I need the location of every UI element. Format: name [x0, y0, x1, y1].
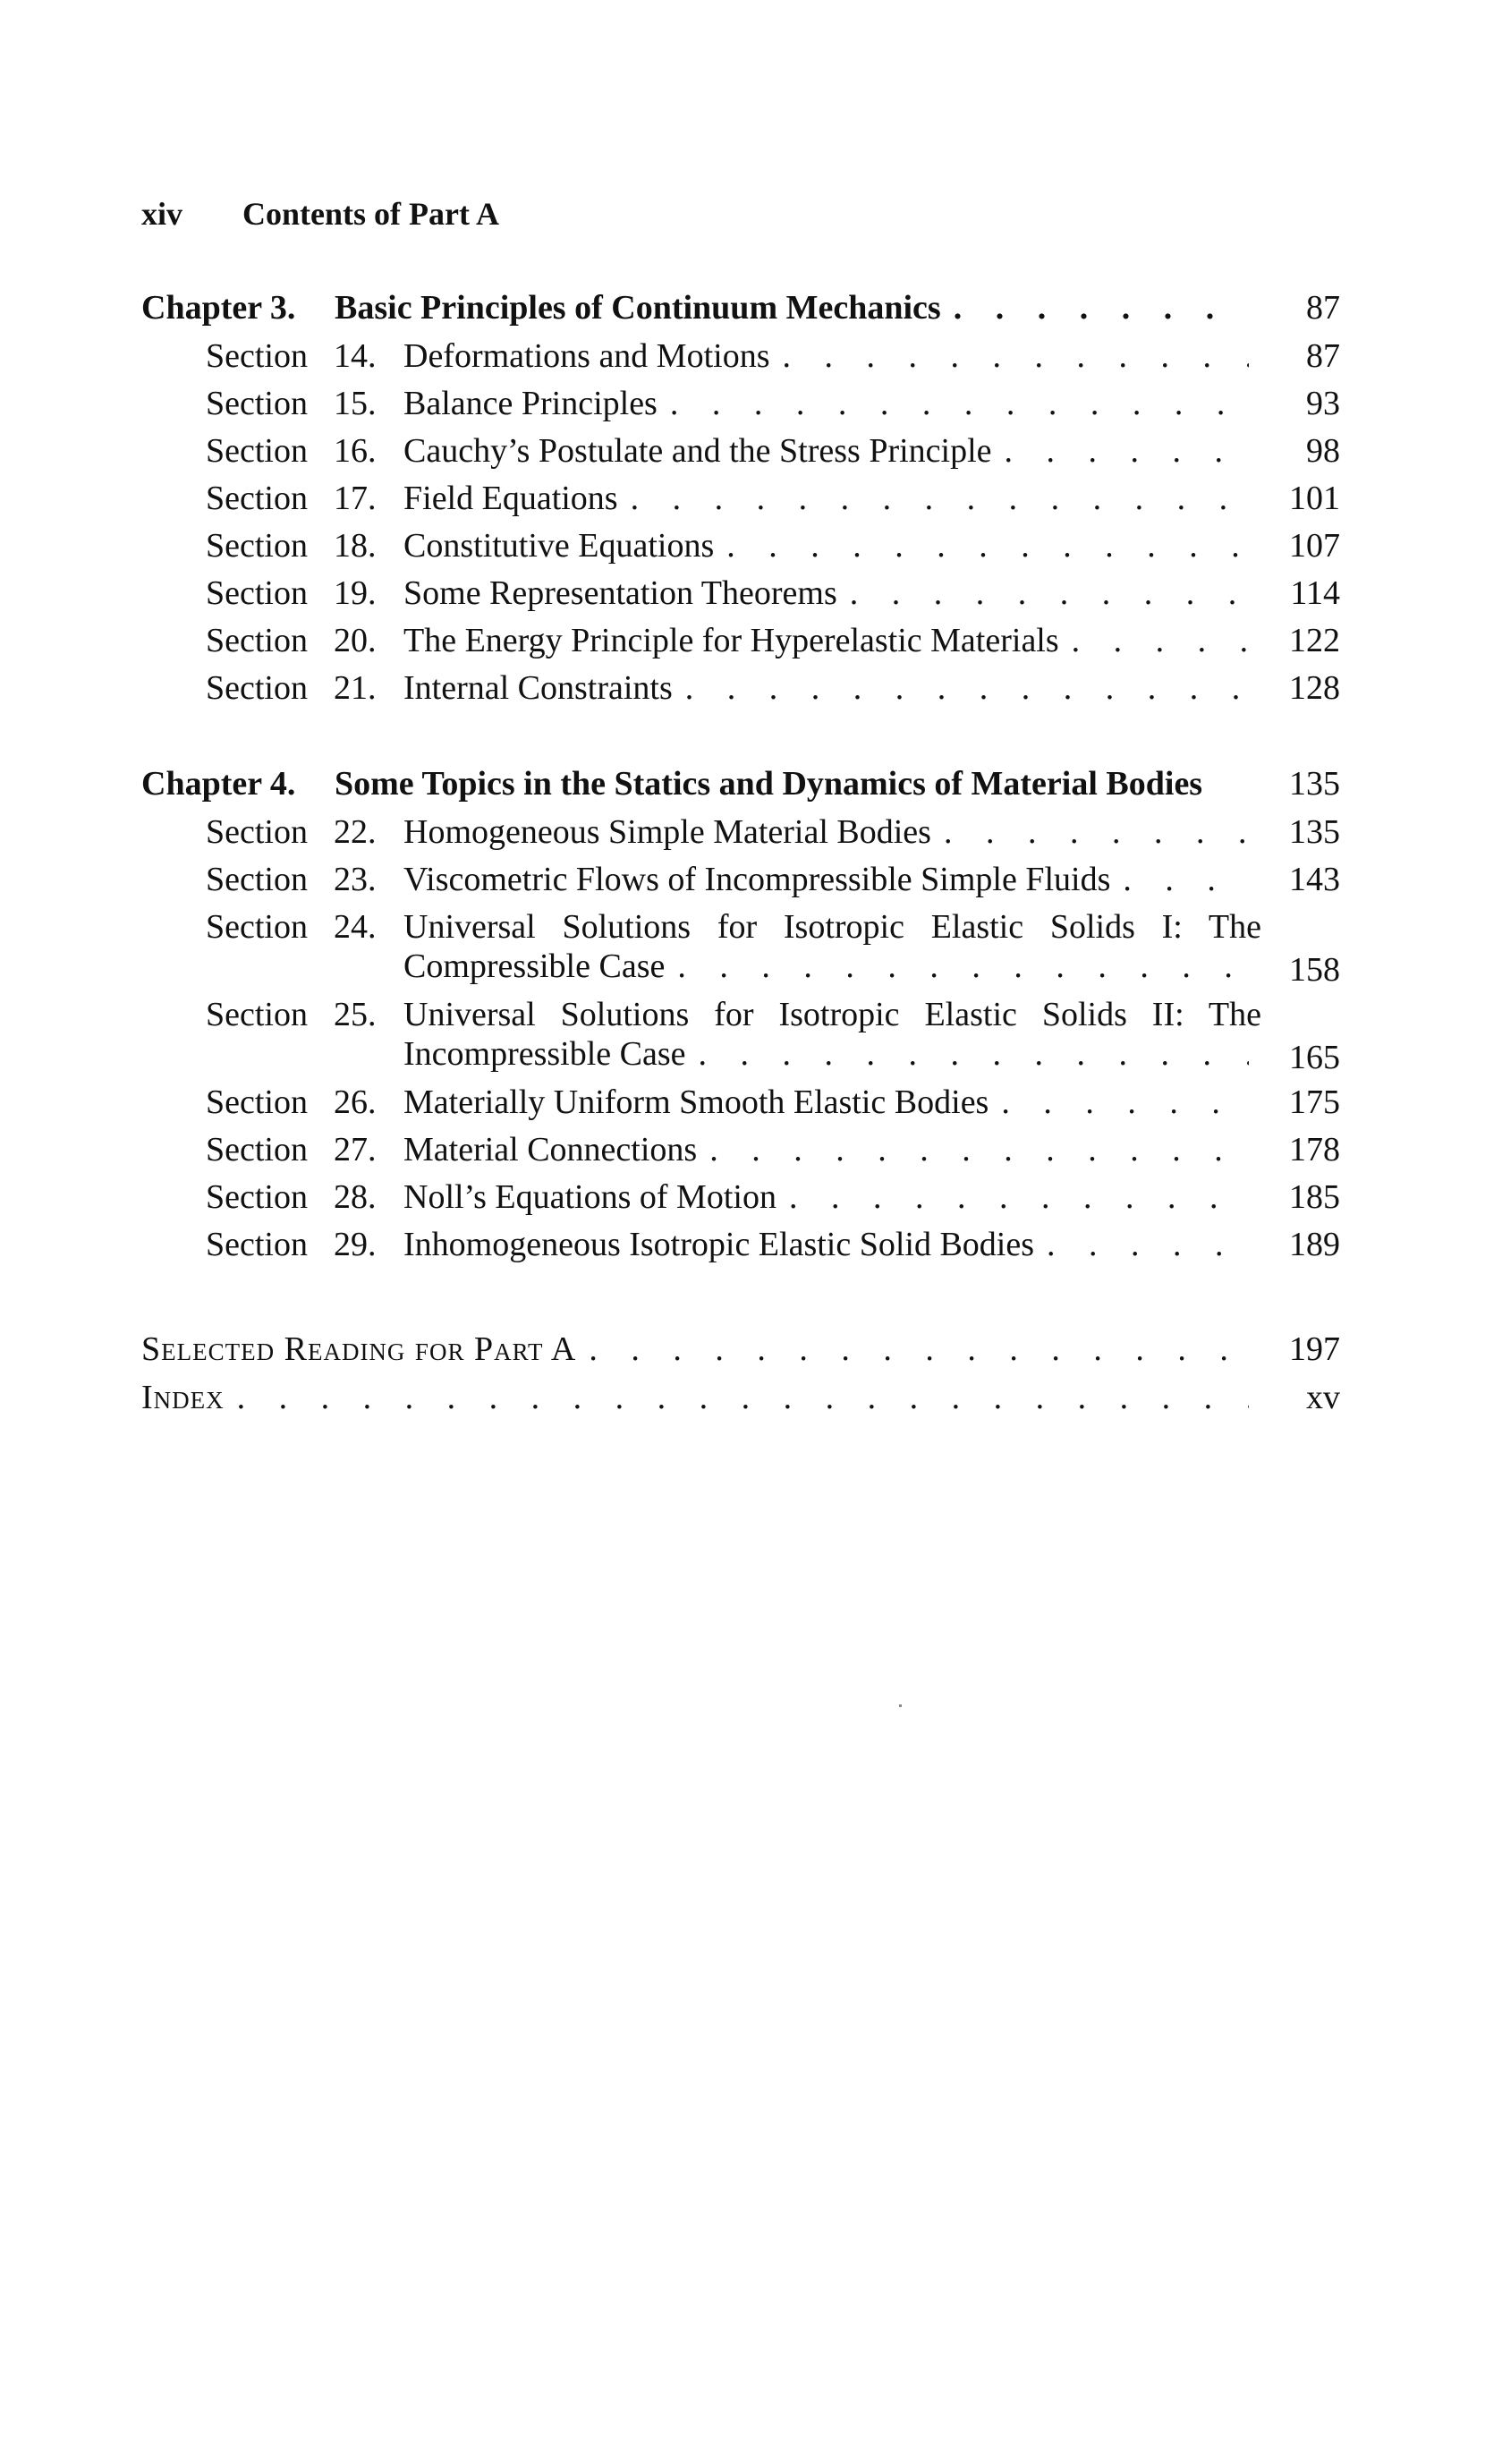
dot-leader	[677, 947, 1249, 986]
section-number: 28.	[334, 1178, 377, 1216]
section-number: 24.	[334, 908, 377, 946]
section-page: 175	[1289, 1083, 1340, 1121]
section-title-line-2: Compressible Case	[403, 947, 666, 985]
section-page: 185	[1289, 1178, 1340, 1216]
toc-section-26	[141, 1083, 1340, 1130]
section-page: 98	[1306, 432, 1340, 470]
section-page: 122	[1289, 622, 1340, 659]
backmatter-title: Index	[141, 1379, 225, 1416]
chapter-title: Basic Principles of Continuum Mechanics	[335, 289, 941, 327]
section-number: 26.	[334, 1083, 377, 1121]
section-title-line-1: Universal Solutions for Isotropic Elastic Solids I: The	[403, 908, 1261, 946]
toc-section-28	[141, 1177, 1340, 1225]
dot-leader	[709, 1130, 1249, 1169]
section-label: Section	[206, 1178, 308, 1216]
toc-section-24	[141, 907, 1340, 995]
toc-section-18	[141, 526, 1340, 574]
section-label: Section	[206, 527, 308, 565]
running-head	[141, 195, 499, 233]
toc-section-29	[141, 1225, 1340, 1272]
section-page: 107	[1289, 527, 1340, 565]
section-label: Section	[206, 861, 308, 898]
section-label: Section	[206, 1083, 308, 1121]
backmatter-title: Selected Reading for Part A	[141, 1330, 577, 1368]
section-label: Section	[206, 385, 308, 422]
toc-section-20	[141, 621, 1340, 668]
toc-section-16	[141, 431, 1340, 479]
toc-section-21	[141, 668, 1340, 716]
spacer	[141, 1272, 1340, 1330]
toc-section-19	[141, 574, 1340, 621]
section-number: 25.	[334, 996, 377, 1033]
section-title: Material Connections	[403, 1131, 698, 1168]
section-label: Section	[206, 622, 308, 659]
toc-chapter-4	[141, 764, 1340, 812]
section-page: 93	[1306, 385, 1340, 422]
section-title: Field Equations	[403, 480, 618, 517]
running-head-title: Contents of Part A	[242, 196, 499, 232]
section-label: Section	[206, 996, 308, 1033]
toc-section-17	[141, 479, 1340, 526]
dot-leader	[954, 288, 1249, 327]
section-label: Section	[206, 432, 308, 470]
dot-leader	[944, 812, 1249, 852]
section-page: 101	[1289, 480, 1340, 517]
section-page: 114	[1290, 574, 1340, 612]
chapter-title: Some Topics in the Statics and Dynamics of Material Bodies	[335, 765, 1203, 803]
section-number: 27.	[334, 1131, 377, 1168]
chapter-label: Chapter 4.	[141, 765, 296, 803]
section-title: Materially Uniform Smooth Elastic Bodies	[403, 1083, 989, 1121]
section-page: 165	[1289, 1039, 1340, 1076]
dot-leader	[783, 336, 1249, 376]
page-folio: xiv	[141, 196, 183, 232]
toc-section-14	[141, 336, 1340, 384]
dot-leader	[589, 1330, 1249, 1369]
section-page: 178	[1289, 1131, 1340, 1168]
dot-leader	[850, 574, 1249, 613]
section-page: 189	[1289, 1226, 1340, 1263]
section-number: 16.	[334, 432, 377, 470]
section-label: Section	[206, 908, 308, 946]
section-number: 29.	[334, 1226, 377, 1263]
section-label: Section	[206, 1226, 308, 1263]
dot-leader	[670, 384, 1249, 423]
section-page: 158	[1289, 951, 1340, 989]
toc-section-15	[141, 384, 1340, 431]
print-speck	[899, 1704, 902, 1707]
section-title: Constitutive Equations	[403, 527, 715, 565]
dot-leader	[1072, 621, 1249, 660]
section-label: Section	[206, 1131, 308, 1168]
toc-section-25	[141, 995, 1340, 1083]
section-title: Internal Constraints	[403, 669, 673, 707]
toc-selected-reading	[141, 1330, 1340, 1378]
section-title: Some Representation Theorems	[403, 574, 837, 612]
section-number: 18.	[334, 527, 377, 565]
section-title: Viscometric Flows of Incompressible Simple Fluids	[403, 861, 1111, 898]
section-number: 22.	[334, 813, 377, 851]
dot-leader	[685, 668, 1249, 708]
section-label: Section	[206, 813, 308, 851]
table-of-contents	[141, 288, 1340, 1426]
section-page: 135	[1289, 813, 1340, 851]
chapter-label: Chapter 3.	[141, 289, 296, 327]
section-number: 15.	[334, 385, 377, 422]
section-number: 20.	[334, 622, 377, 659]
section-title-line-1: Universal Solutions for Isotropic Elastic Solids II: The	[403, 996, 1261, 1033]
section-title: Homogeneous Simple Material Bodies	[403, 813, 931, 851]
toc-section-22	[141, 812, 1340, 860]
dot-leader	[1005, 431, 1249, 471]
section-title: Deformations and Motions	[403, 337, 770, 375]
section-number: 21.	[334, 669, 377, 707]
backmatter-page: 197	[1289, 1330, 1340, 1368]
section-title: Noll’s Equations of Motion	[403, 1178, 776, 1216]
dot-leader	[237, 1378, 1249, 1417]
section-label: Section	[206, 574, 308, 612]
section-number: 19.	[334, 574, 377, 612]
section-number: 17.	[334, 480, 377, 517]
dot-leader	[789, 1177, 1249, 1217]
toc-section-23	[141, 860, 1340, 907]
chapter-page: 87	[1306, 289, 1340, 327]
section-number: 23.	[334, 861, 377, 898]
dot-leader	[726, 526, 1249, 565]
spacer	[141, 716, 1340, 764]
section-page: 143	[1289, 861, 1340, 898]
dot-leader	[1123, 860, 1249, 899]
chapter-page: 135	[1289, 765, 1340, 803]
section-page: 128	[1289, 669, 1340, 707]
toc-chapter-3	[141, 288, 1340, 336]
section-title: Inhomogeneous Isotropic Elastic Solid Bodies	[403, 1226, 1035, 1263]
section-label: Section	[206, 669, 308, 707]
section-label: Section	[206, 480, 308, 517]
dot-leader	[699, 1034, 1249, 1074]
section-number: 14.	[334, 337, 377, 375]
dot-leader	[631, 479, 1249, 518]
dot-leader	[1047, 1225, 1249, 1264]
section-title: The Energy Principle for Hyperelastic Materials	[403, 622, 1059, 659]
section-title: Balance Principles	[403, 385, 658, 422]
section-page: 87	[1306, 337, 1340, 375]
section-title: Cauchy’s Postulate and the Stress Principle	[403, 432, 992, 470]
dot-leader	[1001, 1083, 1249, 1122]
backmatter-page: xv	[1306, 1379, 1340, 1416]
section-label: Section	[206, 337, 308, 375]
toc-section-27	[141, 1130, 1340, 1177]
toc-index	[141, 1378, 1340, 1426]
section-title-line-2: Incompressible Case	[403, 1035, 686, 1073]
